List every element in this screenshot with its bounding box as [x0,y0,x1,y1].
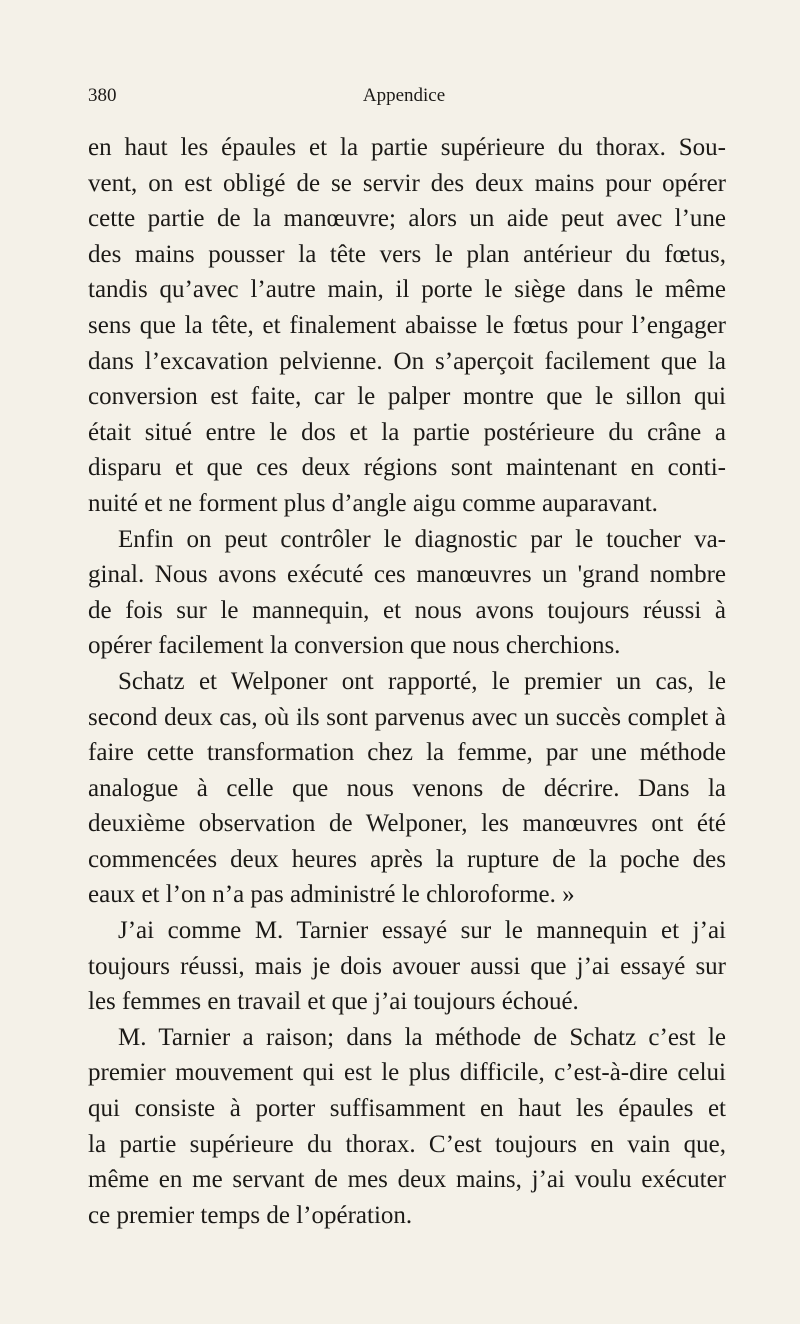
text-line: ginal. Nous avons exécuté ces manœuvres un 'grand nombre [88,561,726,589]
text-line: était situé entre le dos et la partie postérieure du crâne a [88,418,726,446]
text-line: cette partie de la manœuvre; alors un aide peut avec l’une [88,205,726,233]
text-line: nuité et ne forment plus d’angle aigu comme auparavant. [88,489,658,517]
text-line: tandis qu’avec l’autre main, il porte le siège dans le même [88,276,726,304]
text-line: la partie supérieure du thorax. C’est toujours en vain que, [88,1130,726,1158]
page-number: 380 [88,85,117,106]
text-line: second deux cas, où ils sont parvenus avec un succès complet à [88,703,726,731]
text-line: eaux et l’on n’a pas administré le chloroforme. » [88,881,575,909]
text-line: faire cette transformation chez la femme, par une méthode [88,739,726,767]
text-line: M. Tarnier a raison; dans la méthode de Schatz c’est le [118,1023,726,1051]
text-line: toujours réussi, mais je dois avouer aussi que j’ai essayé sur [88,952,726,980]
text-line: ce premier temps de l’opération. [88,1201,413,1229]
body-text [88,130,726,1233]
text-line: des mains pousser la tête vers le plan antérieur du fœtus, [88,240,726,268]
text-line: sens que la tête, et finalement abaisse le fœtus pour l’engager [88,311,726,339]
text-line: premier mouvement qui est le plus difficile, c’est-à-dire celui [88,1059,726,1087]
text-line: J’ai comme M. Tarnier essayé sur le mannequin et j’ai [118,917,726,945]
text-line: opérer facilement la conversion que nous cherchions. [88,632,621,660]
text-line: Schatz et Welponer ont rapporté, le premier un cas, le [118,667,726,695]
running-head [88,83,720,109]
text-line: Enfin on peut contrôler le diagnostic par le toucher va- [118,525,726,553]
text-line: deuxième observation de Welponer, les manœuvres ont été [88,810,726,838]
text-line: disparu et que ces deux régions sont maintenant en conti- [88,454,726,482]
text-line: dans l’excavation pelvienne. On s’aperçoit facilement que la [88,347,726,375]
text-line: vent, on est obligé de se servir des deux mains pour opérer [88,169,726,197]
text-line: les femmes en travail et que j’ai toujours échoué. [88,988,579,1016]
text-line: qui consiste à porter suffisamment en haut les épaules et [88,1095,726,1123]
text-line: de fois sur le mannequin, et nous avons toujours réussi à [88,596,726,624]
text-line: commencées deux heures après la rupture de la poche des [88,845,726,873]
text-line: même en me servant de mes deux mains, j’ai voulu exécuter [88,1166,726,1194]
text-line: en haut les épaules et la partie supérieure du thorax. Sou- [88,134,726,161]
running-title: Appendice [362,85,446,106]
text-line: conversion est faite, car le palper montre que le sillon qui [88,383,726,411]
text-line: analogue à celle que nous venons de décrire. Dans la [88,774,726,802]
